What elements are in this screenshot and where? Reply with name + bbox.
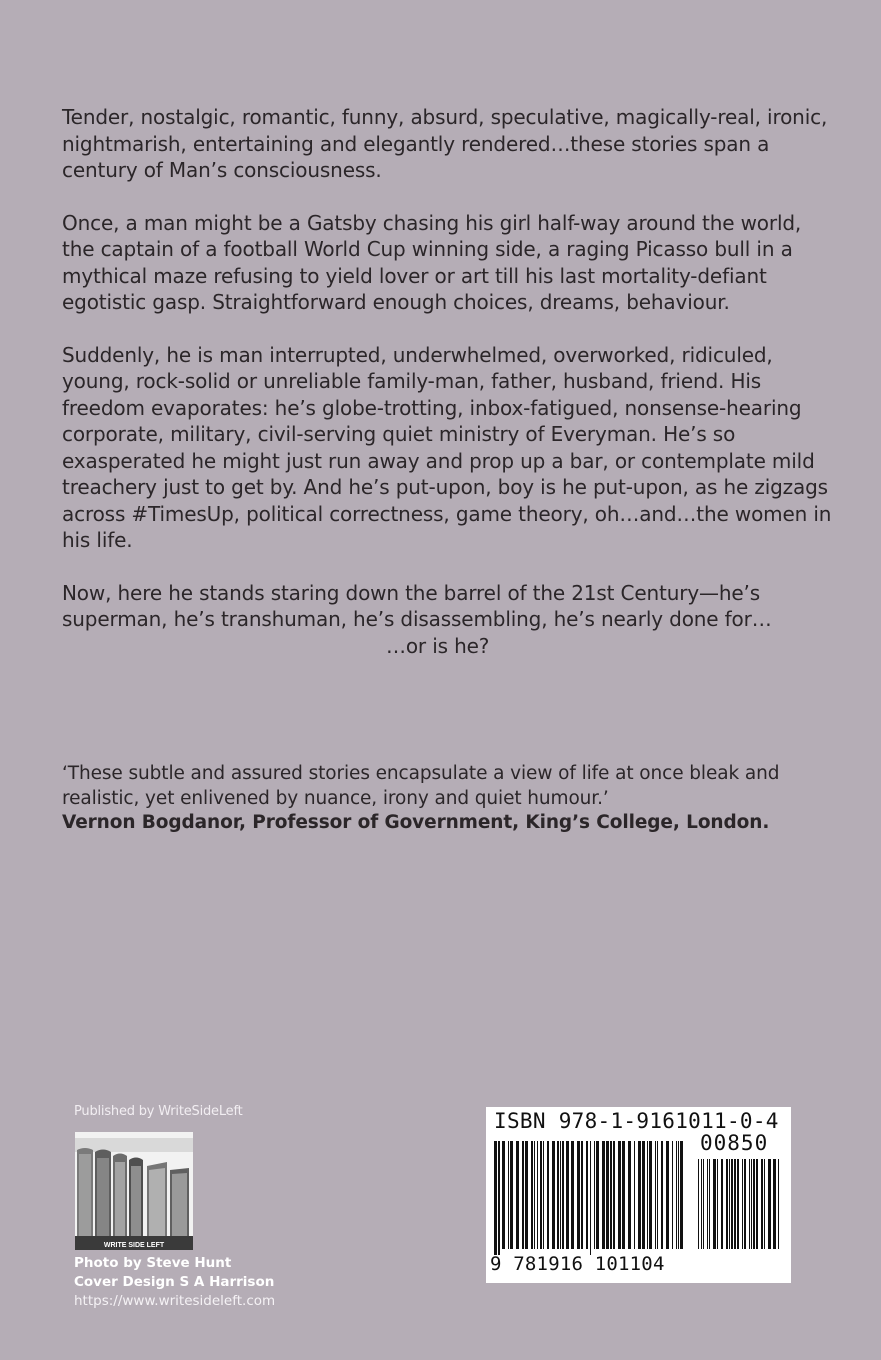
addon-bar [709,1159,710,1249]
addon-bar [713,1159,716,1249]
quote-attribution: Vernon Bogdanor, Professor of Government, King’s College, London. [62,812,770,833]
barcode-bar [606,1141,609,1249]
barcode-bar [571,1141,574,1249]
blurb-closing-line: …or is he? [386,633,490,658]
addon-bar [742,1159,743,1249]
addon-bar [749,1159,750,1249]
barcode-bar [590,1141,591,1255]
blurb-paragraph-2: Once, a man might be a Gatsby chasing his girl half-way around the world, the captain of a football World Cup winning side, a raging Picasso bull in a mythical maze refusing to yield lover or art till his last mortality-defiant egotistic gasp. Straightforward enough choices, dreams, behaviour. [62,210,802,314]
isbn-label: ISBN 978-1-9161011-0-4 [494,1109,779,1133]
barcode-bar [552,1141,555,1249]
addon-bar [756,1159,758,1249]
addon-bar [731,1159,733,1249]
barcode-bar [596,1141,599,1249]
addon-bar [744,1159,746,1249]
addon-bar [703,1159,704,1249]
barcode-bar [525,1141,528,1249]
barcode-bar [661,1141,663,1249]
addon-bar [726,1159,728,1249]
barcode-bar [647,1141,648,1249]
addon-bar [698,1159,699,1249]
barcode-bar [510,1141,513,1249]
barcode-bar [581,1141,583,1249]
barcode-bar [534,1141,535,1249]
back-cover-blurb [62,104,834,685]
barcode-bar [577,1141,580,1249]
barcode-bar [634,1141,635,1249]
addon-bar [729,1159,730,1249]
addon-bar [721,1159,723,1249]
barcode-bar [547,1141,549,1249]
addon-bar [753,1159,755,1249]
publisher-url[interactable]: https://www.writesideleft.com [74,1293,276,1309]
barcode-bar [531,1141,533,1249]
design-credit: Cover Design S A Harrison [74,1274,275,1290]
barcode-bar [498,1141,500,1255]
barcode-bar [622,1141,625,1249]
blurb-paragraph-4 [62,580,834,660]
addon-bar [768,1159,771,1249]
ean-digits: 9 781916 101104 [490,1253,665,1275]
blurb-paragraph-4-text: Now, here he stands staring down the barrel of the 21st Century—he’s superman, he’s transhuman, he’s disassembling, he’s nearly done for… [62,580,772,631]
barcode-bar [522,1141,524,1249]
barcode-bar [657,1141,658,1249]
quote-text: ‘These subtle and assured stories encapsulate a view of life at once bleak and realistic, yet enlivened by nuance, irony and quiet humour.’ [62,763,780,809]
barcode-bar [540,1141,542,1249]
credits [74,1254,275,1311]
barcode-bar [610,1141,612,1249]
addon-bar [761,1159,763,1249]
addon-bar [778,1159,779,1249]
barcode-bar [560,1141,561,1249]
logo-wordmark: WRITE SIDE LEFT [103,1242,165,1249]
blurb-paragraph-1: Tender, nostalgic, romantic, funny, absurd, speculative, magically-real, ironic, nightmarish, entertaining and elegantly rendered…these stories span a century of Man’s consciousness. [62,105,828,182]
addon-bar [751,1159,752,1249]
blurb-paragraph-3: Suddenly, he is man interrupted, underwhelmed, overworked, ridiculed, young, rock-solid or unreliable family-man, father, husband, friend. His freedom evaporates: he’s globe-trotting, inbox-fatigued, nonsense-hearing corporate, military, civil-serving quiet ministry of Everyman. He’s so exasperated he might just run away and prop up a bar, or contemplate mild treachery just to get by. And he’s put-upon, boy is he put-upon, as he zigzags across #TimesUp, political correctness, game theory, oh…and…the women in his life. [62,342,832,552]
barcode-bar [678,1141,679,1249]
barcode-bar [642,1141,645,1249]
barcode-bar [494,1141,497,1255]
barcode-bar [543,1141,544,1249]
barcode-bar [516,1141,519,1249]
addon-bar [734,1159,736,1249]
barcode-bar [537,1141,538,1249]
barcode-bar [680,1141,683,1249]
endorsement-quote [62,762,842,836]
barcode-bar [613,1141,615,1249]
barcode-bar [557,1141,559,1249]
publisher-label: Published by WriteSideLeft [74,1104,243,1119]
barcode-bar [672,1141,673,1249]
barcode-bar [649,1141,652,1249]
barcode-bar [676,1141,677,1249]
barcode-bar [618,1141,621,1249]
barcode-bar [508,1141,509,1249]
barcode-bar [594,1141,595,1249]
isbn-barcode [486,1107,791,1283]
addon-bar [764,1159,765,1249]
addon-bar [773,1159,776,1249]
barcode-bar [502,1141,505,1249]
barcode-bar [586,1141,588,1249]
barcode-bar [638,1141,641,1249]
barcode-bar [655,1141,656,1249]
barcode-bar [666,1141,669,1249]
barcode-bar [602,1141,605,1249]
barcode-bar [628,1141,631,1249]
price-code: 00850 [700,1131,769,1155]
barcode-bar [562,1141,564,1249]
barcode-bar [566,1141,569,1249]
addon-bar [737,1159,739,1249]
addon-bar [701,1159,702,1249]
publisher-logo [75,1132,193,1250]
addon-bar [707,1159,708,1249]
books-photo-logo [75,1132,193,1250]
addon-bar [717,1159,718,1249]
photo-credit: Photo by Steve Hunt [74,1255,232,1271]
